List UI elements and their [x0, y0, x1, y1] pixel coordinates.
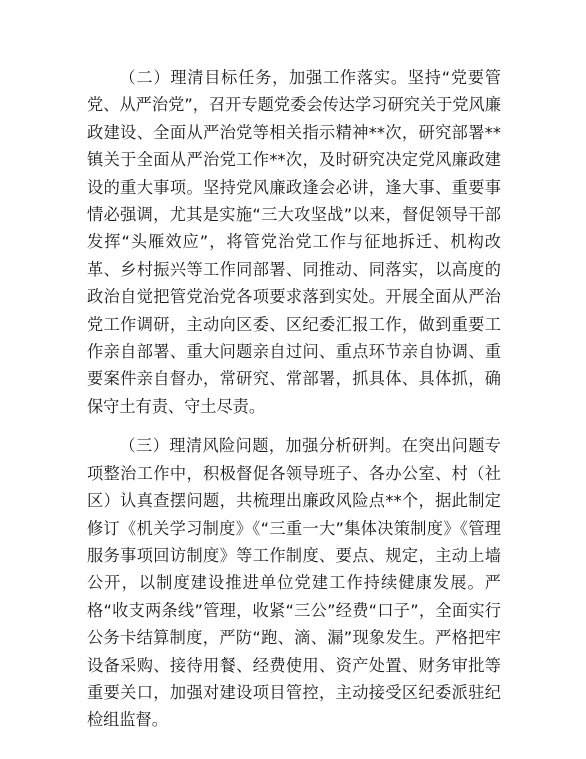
- paragraph-2-objectives: （二）理清目标任务，加强工作落实。坚持“党要管党、从严治党”，召开专题党委会传达学习研究关于党风廉政建设、全面从严治党等相关指示精神**次，研究部署**镇关于全面从严治党工作**次，及时研究决定党风廉政建设的重大事项。坚持党风廉政逢会必讲，逢大事、重要事情必强调，尤其是实施“三大攻坚战”以来，督促领导干部发挥“头雁效应”，将管党治党工作与征地拆迁、机构改革、乡村振兴等工作同部署、同推动、同落实，以高度的政治自觉把管党治党各项要求落到实处。开展全面从严治党工作调研，主动向区委、区纪委汇报工作，做到重要工作亲自部署、重大问题亲自过问、重点环节亲自协调、重要案件亲自督办，常研究、常部署，抓具体、具体抓，确保守土有责、守土尽责。: [87, 68, 501, 416]
- paragraph-3-risk-analysis: （三）理清风险问题，加强分析研判。在突出问题专项整治工作中，积极督促各领导班子、各办公室、村（社区）认真查摆问题，共梳理出廉政风险点**个，据此制定修订《机关学习制度》《“三重一大”集体决策制度》《管理服务事项回访制度》等工作制度、要点、规定，主动上墙公开，以制度建设推进单位党建工作持续健康发展。严格“收支两条线”管理，收紧“三公”经费“口子”，全面实行公务卡结算制度，严防“跑、滴、漏”现象发生。严格把牢设备采购、接待用餐、经费使用、资产处置、财务审批等重要关口，加强对建设项目管控，主动接受区纪委派驻纪检组监督。: [87, 436, 501, 730]
- document-body: [87, 64, 501, 734]
